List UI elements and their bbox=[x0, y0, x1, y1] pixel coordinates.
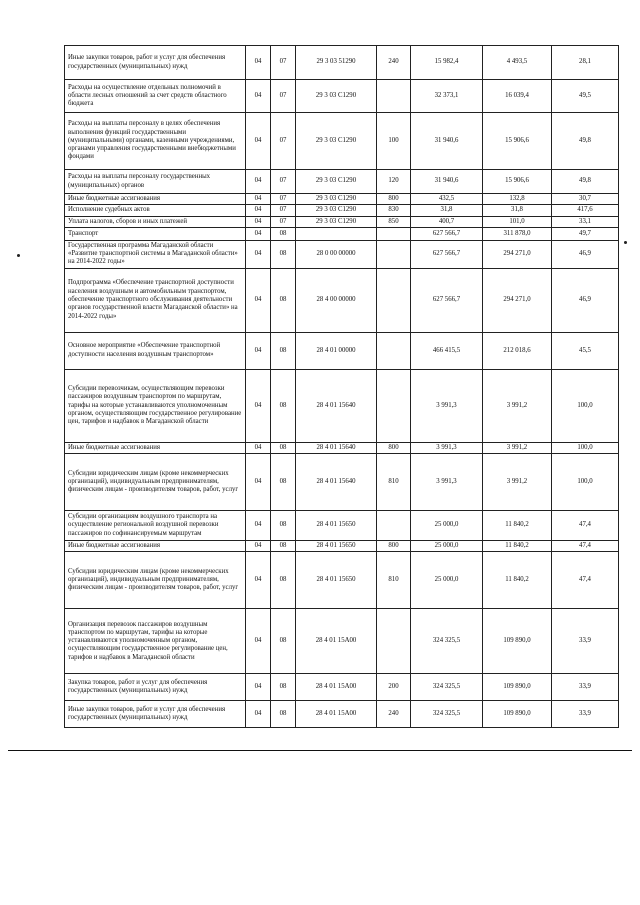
row-section: 04 bbox=[246, 552, 271, 609]
row-name: Государственная программа Магаданской области «Развитие транспортной системы в Магаданской области» на 2014-2022 годы» bbox=[65, 240, 246, 268]
table-row bbox=[65, 227, 619, 240]
row-expense-type: 240 bbox=[377, 701, 411, 728]
row-subsection: 07 bbox=[271, 194, 296, 205]
row-plan-amount: 25 000,0 bbox=[411, 552, 483, 609]
row-name: Расходы на выплаты персоналу в целях обеспечения выполнения функций государственными (муниципальными) органами, казенными учреждениями, органами управления государственными внебюджетными фондами bbox=[65, 113, 246, 170]
row-subsection: 08 bbox=[271, 442, 296, 453]
row-fact-amount: 11 840,2 bbox=[483, 510, 552, 540]
row-percent: 49,7 bbox=[552, 227, 619, 240]
row-subsection: 08 bbox=[271, 227, 296, 240]
row-fact-amount: 3 991,2 bbox=[483, 453, 552, 510]
row-plan-amount: 627 566,7 bbox=[411, 268, 483, 332]
row-plan-amount: 3 991,3 bbox=[411, 442, 483, 453]
row-name: Субсидии перевозчикам, осуществляющим перевозки пассажиров воздушным транспортом по маршрутам, тарифы на которые устанавливаются уполномоченным органом, осуществляющим государственное регулирование цен, тарифов и надбавок в Магаданской области bbox=[65, 369, 246, 442]
row-subsection: 08 bbox=[271, 510, 296, 540]
row-expense-type bbox=[377, 240, 411, 268]
row-section: 04 bbox=[246, 674, 271, 701]
row-subsection: 08 bbox=[271, 552, 296, 609]
row-fact-amount: 31,8 bbox=[483, 205, 552, 216]
row-name: Иные закупки товаров, работ и услуг для обеспечения государственных (муниципальных) нужд bbox=[65, 701, 246, 728]
row-section: 04 bbox=[246, 216, 271, 227]
row-plan-amount: 31 940,6 bbox=[411, 170, 483, 194]
row-target-article: 28 4 01 15650 bbox=[296, 540, 377, 551]
row-subsection: 07 bbox=[271, 170, 296, 194]
row-expense-type: 800 bbox=[377, 442, 411, 453]
row-fact-amount: 11 840,2 bbox=[483, 552, 552, 609]
row-name: Основное мероприятие «Обеспечение транспортной доступности населения воздушным транспортом» bbox=[65, 332, 246, 369]
scan-speck-right bbox=[624, 241, 627, 244]
row-target-article: 28 4 01 15650 bbox=[296, 552, 377, 609]
row-expense-type: 850 bbox=[377, 216, 411, 227]
row-expense-type: 810 bbox=[377, 453, 411, 510]
table-row bbox=[65, 552, 619, 609]
row-name: Организация перевозок пассажиров воздушным транспортом по маршрутам, тарифы на которые устанавливаются уполномоченным органом, осуществляющим государственное регулирование цен, тарифов и надбавок в Магаданской области bbox=[65, 609, 246, 674]
row-name: Подпрограмма «Обеспечение транспортной доступности населения воздушным и автомобильным транспортом, обеспечение транспортного обслуживания деятельности органов государственной власти Магаданской области» на 2014-2022 годы» bbox=[65, 268, 246, 332]
table-row bbox=[65, 113, 619, 170]
row-percent: 33,1 bbox=[552, 216, 619, 227]
row-target-article: 28 4 01 15640 bbox=[296, 369, 377, 442]
row-name: Исполнение судебных актов bbox=[65, 205, 246, 216]
row-name: Закупка товаров, работ и услуг для обеспечения государственных (муниципальных) нужд bbox=[65, 674, 246, 701]
row-fact-amount: 109 890,0 bbox=[483, 701, 552, 728]
row-percent: 28,1 bbox=[552, 46, 619, 80]
row-target-article: 29 3 03 С1290 bbox=[296, 80, 377, 113]
row-plan-amount: 32 373,1 bbox=[411, 80, 483, 113]
row-fact-amount: 311 878,0 bbox=[483, 227, 552, 240]
row-fact-amount: 212 018,6 bbox=[483, 332, 552, 369]
table-row bbox=[65, 609, 619, 674]
row-expense-type: 200 bbox=[377, 674, 411, 701]
row-subsection: 08 bbox=[271, 369, 296, 442]
row-section: 04 bbox=[246, 268, 271, 332]
row-target-article: 28 4 01 15А00 bbox=[296, 701, 377, 728]
scan-speck-left bbox=[17, 254, 20, 257]
row-target-article: 28 4 01 15650 bbox=[296, 510, 377, 540]
table-row bbox=[65, 540, 619, 551]
row-target-article: 28 4 01 00000 bbox=[296, 332, 377, 369]
row-percent: 100,0 bbox=[552, 369, 619, 442]
row-plan-amount: 627 566,7 bbox=[411, 227, 483, 240]
row-percent: 100,0 bbox=[552, 442, 619, 453]
row-name: Иные бюджетные ассигнования bbox=[65, 194, 246, 205]
row-target-article: 28 0 00 00000 bbox=[296, 240, 377, 268]
row-plan-amount: 3 991,3 bbox=[411, 453, 483, 510]
row-section: 04 bbox=[246, 453, 271, 510]
row-subsection: 08 bbox=[271, 332, 296, 369]
row-fact-amount: 16 039,4 bbox=[483, 80, 552, 113]
row-target-article: 28 4 01 15640 bbox=[296, 453, 377, 510]
row-target-article: 28 4 01 15640 bbox=[296, 442, 377, 453]
row-expense-type: 810 bbox=[377, 552, 411, 609]
row-plan-amount: 324 325,5 bbox=[411, 701, 483, 728]
row-name: Расходы на осуществление отдельных полномочий в области лесных отношений за счет средств областного бюджета bbox=[65, 80, 246, 113]
row-expense-type: 100 bbox=[377, 113, 411, 170]
row-subsection: 07 bbox=[271, 46, 296, 80]
row-section: 04 bbox=[246, 194, 271, 205]
row-fact-amount: 4 493,5 bbox=[483, 46, 552, 80]
row-target-article: 29 3 03 С1290 bbox=[296, 216, 377, 227]
row-percent: 30,7 bbox=[552, 194, 619, 205]
row-subsection: 07 bbox=[271, 205, 296, 216]
row-section: 04 bbox=[246, 510, 271, 540]
row-plan-amount: 627 566,7 bbox=[411, 240, 483, 268]
row-target-article: 29 3 03 С1290 bbox=[296, 194, 377, 205]
row-plan-amount: 466 415,5 bbox=[411, 332, 483, 369]
table-row bbox=[65, 510, 619, 540]
row-percent: 33,9 bbox=[552, 674, 619, 701]
row-expense-type: 240 bbox=[377, 46, 411, 80]
row-subsection: 07 bbox=[271, 113, 296, 170]
row-section: 04 bbox=[246, 205, 271, 216]
row-name: Уплата налогов, сборов и иных платежей bbox=[65, 216, 246, 227]
row-plan-amount: 432,5 bbox=[411, 194, 483, 205]
row-plan-amount: 400,7 bbox=[411, 216, 483, 227]
table-row bbox=[65, 80, 619, 113]
row-target-article: 29 3 03 51290 bbox=[296, 46, 377, 80]
row-expense-type bbox=[377, 369, 411, 442]
budget-table bbox=[64, 45, 619, 728]
row-subsection: 08 bbox=[271, 240, 296, 268]
row-expense-type: 800 bbox=[377, 194, 411, 205]
row-plan-amount: 324 325,5 bbox=[411, 609, 483, 674]
table-row bbox=[65, 369, 619, 442]
row-subsection: 08 bbox=[271, 540, 296, 551]
row-percent: 46,9 bbox=[552, 268, 619, 332]
table-row bbox=[65, 701, 619, 728]
row-percent: 49,5 bbox=[552, 80, 619, 113]
row-section: 04 bbox=[246, 80, 271, 113]
row-target-article: 28 4 00 00000 bbox=[296, 268, 377, 332]
row-percent: 47,4 bbox=[552, 510, 619, 540]
table-row bbox=[65, 170, 619, 194]
row-fact-amount: 101,0 bbox=[483, 216, 552, 227]
row-target-article: 29 3 03 С1290 bbox=[296, 113, 377, 170]
row-expense-type: 800 bbox=[377, 540, 411, 551]
row-target-article: 28 4 01 15А00 bbox=[296, 674, 377, 701]
row-percent: 33,9 bbox=[552, 701, 619, 728]
row-expense-type bbox=[377, 609, 411, 674]
table-row bbox=[65, 240, 619, 268]
row-section: 04 bbox=[246, 369, 271, 442]
row-fact-amount: 15 906,6 bbox=[483, 113, 552, 170]
row-section: 04 bbox=[246, 240, 271, 268]
row-percent: 417,6 bbox=[552, 205, 619, 216]
row-expense-type bbox=[377, 268, 411, 332]
row-expense-type: 120 bbox=[377, 170, 411, 194]
row-plan-amount: 25 000,0 bbox=[411, 510, 483, 540]
table-row bbox=[65, 194, 619, 205]
row-section: 04 bbox=[246, 540, 271, 551]
row-section: 04 bbox=[246, 442, 271, 453]
row-expense-type bbox=[377, 227, 411, 240]
table-row bbox=[65, 46, 619, 80]
row-subsection: 08 bbox=[271, 701, 296, 728]
row-section: 04 bbox=[246, 46, 271, 80]
row-percent: 33,9 bbox=[552, 609, 619, 674]
row-section: 04 bbox=[246, 170, 271, 194]
row-target-article bbox=[296, 227, 377, 240]
row-percent: 100,0 bbox=[552, 453, 619, 510]
row-plan-amount: 324 325,5 bbox=[411, 674, 483, 701]
row-percent: 46,9 bbox=[552, 240, 619, 268]
row-subsection: 08 bbox=[271, 453, 296, 510]
row-plan-amount: 15 982,4 bbox=[411, 46, 483, 80]
row-fact-amount: 109 890,0 bbox=[483, 674, 552, 701]
page-bottom-rule bbox=[8, 750, 632, 751]
row-name: Субсидии юридическим лицам (кроме некоммерческих организаций), индивидуальным предпринимателям, физическим лицам - производителям товаров, работ, услуг bbox=[65, 552, 246, 609]
row-section: 04 bbox=[246, 332, 271, 369]
row-name: Субсидии юридическим лицам (кроме некоммерческих организаций), индивидуальным предпринимателям, физическим лицам - производителям товаров, работ, услуг bbox=[65, 453, 246, 510]
row-percent: 49,8 bbox=[552, 113, 619, 170]
row-fact-amount: 3 991,2 bbox=[483, 442, 552, 453]
row-subsection: 07 bbox=[271, 216, 296, 227]
row-expense-type bbox=[377, 80, 411, 113]
row-fact-amount: 3 991,2 bbox=[483, 369, 552, 442]
row-plan-amount: 31 940,6 bbox=[411, 113, 483, 170]
row-name: Транспорт bbox=[65, 227, 246, 240]
row-expense-type bbox=[377, 510, 411, 540]
row-section: 04 bbox=[246, 701, 271, 728]
row-percent: 49,8 bbox=[552, 170, 619, 194]
row-fact-amount: 294 271,0 bbox=[483, 240, 552, 268]
row-subsection: 08 bbox=[271, 268, 296, 332]
row-section: 04 bbox=[246, 113, 271, 170]
row-fact-amount: 11 840,2 bbox=[483, 540, 552, 551]
row-fact-amount: 294 271,0 bbox=[483, 268, 552, 332]
row-plan-amount: 3 991,3 bbox=[411, 369, 483, 442]
row-name: Иные закупки товаров, работ и услуг для обеспечения государственных (муниципальных) нужд bbox=[65, 46, 246, 80]
row-percent: 45,5 bbox=[552, 332, 619, 369]
row-subsection: 08 bbox=[271, 674, 296, 701]
row-plan-amount: 25 000,0 bbox=[411, 540, 483, 551]
row-subsection: 08 bbox=[271, 609, 296, 674]
row-percent: 47,4 bbox=[552, 552, 619, 609]
table-row bbox=[65, 216, 619, 227]
row-plan-amount: 31,8 bbox=[411, 205, 483, 216]
row-expense-type: 830 bbox=[377, 205, 411, 216]
row-name: Субсидии организациям воздушного транспорта на осуществление региональной воздушной перевозки пассажиров по софинансируемым маршрутам bbox=[65, 510, 246, 540]
row-fact-amount: 109 890,0 bbox=[483, 609, 552, 674]
row-target-article: 28 4 01 15А00 bbox=[296, 609, 377, 674]
row-fact-amount: 15 906,6 bbox=[483, 170, 552, 194]
row-fact-amount: 132,8 bbox=[483, 194, 552, 205]
row-target-article: 29 3 03 С1290 bbox=[296, 170, 377, 194]
table-row bbox=[65, 268, 619, 332]
table-row bbox=[65, 453, 619, 510]
row-section: 04 bbox=[246, 609, 271, 674]
row-name: Иные бюджетные ассигнования bbox=[65, 540, 246, 551]
row-expense-type bbox=[377, 332, 411, 369]
row-target-article: 29 3 03 С1290 bbox=[296, 205, 377, 216]
table-row bbox=[65, 442, 619, 453]
table-row bbox=[65, 205, 619, 216]
row-percent: 47,4 bbox=[552, 540, 619, 551]
row-name: Расходы на выплаты персоналу государственных (муниципальных) органов bbox=[65, 170, 246, 194]
table-row bbox=[65, 674, 619, 701]
row-section: 04 bbox=[246, 227, 271, 240]
table-row bbox=[65, 332, 619, 369]
row-name: Иные бюджетные ассигнования bbox=[65, 442, 246, 453]
row-subsection: 07 bbox=[271, 80, 296, 113]
